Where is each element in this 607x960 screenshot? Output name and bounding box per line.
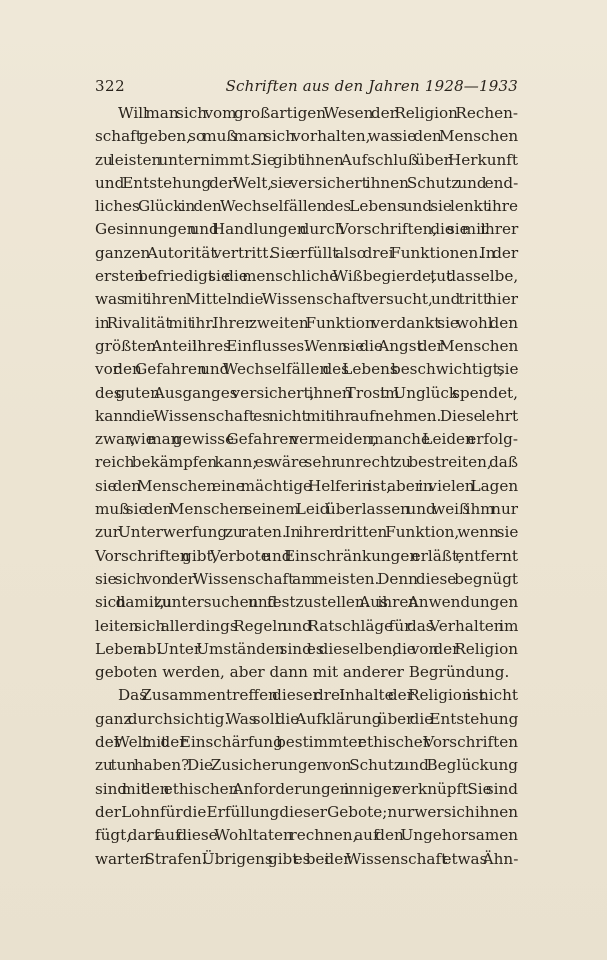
text-line: zu leisten unternimmt. Sie gibt ihnen Aufschluß über Herkunft (95, 150, 518, 169)
text-line: leiten sich allerdings Regeln und Ratschläge für das Verhalten im (95, 616, 519, 635)
text-line: reich bekämpfen kann; es wäre sehr unrecht zu bestreiten, daß (95, 453, 518, 472)
text-line: zwar, wie man gewisse Gefahren vermeiden, manche Leiden erfolg- (95, 430, 518, 449)
text-line: Gesinnungen und Handlungen durch Vorschriften, die sie mit ihrer (95, 220, 519, 239)
text-line: und Entstehung der Welt, sie versichert ihnen Schutz und end- (95, 173, 519, 192)
text-line: Leben ab. Unter Umständen sind es dieselben, die von der Religion (95, 639, 518, 658)
text-line: der Lohn für die Erfüllung dieser Gebote; nur wer sich ihnen (95, 802, 519, 821)
text-line: sind mit den ethischen Anforderungen inniger verknüpft. Sie sind (95, 779, 518, 798)
paragraph-1 (95, 102, 518, 684)
text-line: sie den Menschen eine mächtige Helferin ist, aber in vielen Lagen (95, 476, 519, 495)
text-line: ganz durchsichtig. Was soll die Aufklärung über die Entstehung (95, 709, 519, 728)
text-line: liches Glück in den Wechselfällen des Lebens und sie lenkt ihre (95, 197, 518, 216)
body-text (95, 102, 518, 871)
running-title: Schriften aus den Jahren 1928—1933 (225, 77, 518, 95)
text-line: Vorschriften gibt, Verbote und Einschränkungen erläßt, entfernt (95, 546, 518, 565)
text-line: ersten befriedigt sie die menschliche Wißbegierde, tut dasselbe, (95, 267, 519, 286)
text-line: kann die Wissenschaft es nicht mit ihr aufnehmen. Diese lehrt (95, 406, 519, 425)
text-line: Das Zusammentreffen dieser drei Inhalte der Religion ist nicht (118, 686, 518, 705)
text-line: ganzen Autorität vertritt. Sie erfüllt also drei Funktionen. In der (95, 243, 519, 262)
text-line: warten Strafen. Übrigens gibt es bei der Wissenschaft etwas Ähn- (95, 849, 519, 868)
text-line: sie sich von der Wissenschaft am meisten. Denn diese begnügt (95, 569, 519, 588)
page-header (95, 76, 518, 96)
text-line: Will man sich vom großartigen Wesen der Religion Rechen- (118, 104, 519, 122)
text-line: zu tun haben? Die Zusicherungen von Schutz und Beglückung (95, 756, 519, 775)
text-line: größten Anteil ihres Einflusses. Wenn sie die Angst der Menschen (95, 336, 519, 355)
text-line: muß sie den Menschen seinem Leid überlassen und weiß ihm nur (95, 500, 518, 519)
text-line: geboten werden, aber dann mit anderer Begründung. (95, 663, 510, 682)
text-line: schaft geben, so muß man sich vorhalten, was sie den Menschen (95, 127, 519, 146)
text-line: des guten Ausganges versichert, ihnen Trost im Unglück spendet, (95, 383, 518, 402)
text-line: vor den Gefahren und Wechselfällen des Lebens beschwichtigt, sie (95, 360, 519, 379)
text-line: in Rivalität mit ihr. Ihrer zweiten Funktion verdankt sie wohl den (95, 313, 519, 332)
text-line: der Welt mit der Einschärfung bestimmter ethischer Vorschriften (95, 733, 518, 752)
text-line: sich damit, zu untersuchen und festzustellen. Aus ihren Anwendungen (95, 593, 519, 612)
page-number: 322 (95, 77, 126, 95)
paragraph-2 (95, 684, 518, 870)
text-line: fügt, darf auf diese Wohltaten rechnen, auf den Ungehorsamen (95, 826, 518, 845)
text-line: zur Unterwerfung zu raten. In ihrer dritten Funktion, wenn sie (95, 523, 519, 542)
text-line: was mit ihren Mitteln die Wissenschaft versucht, und tritt hier (95, 290, 518, 309)
